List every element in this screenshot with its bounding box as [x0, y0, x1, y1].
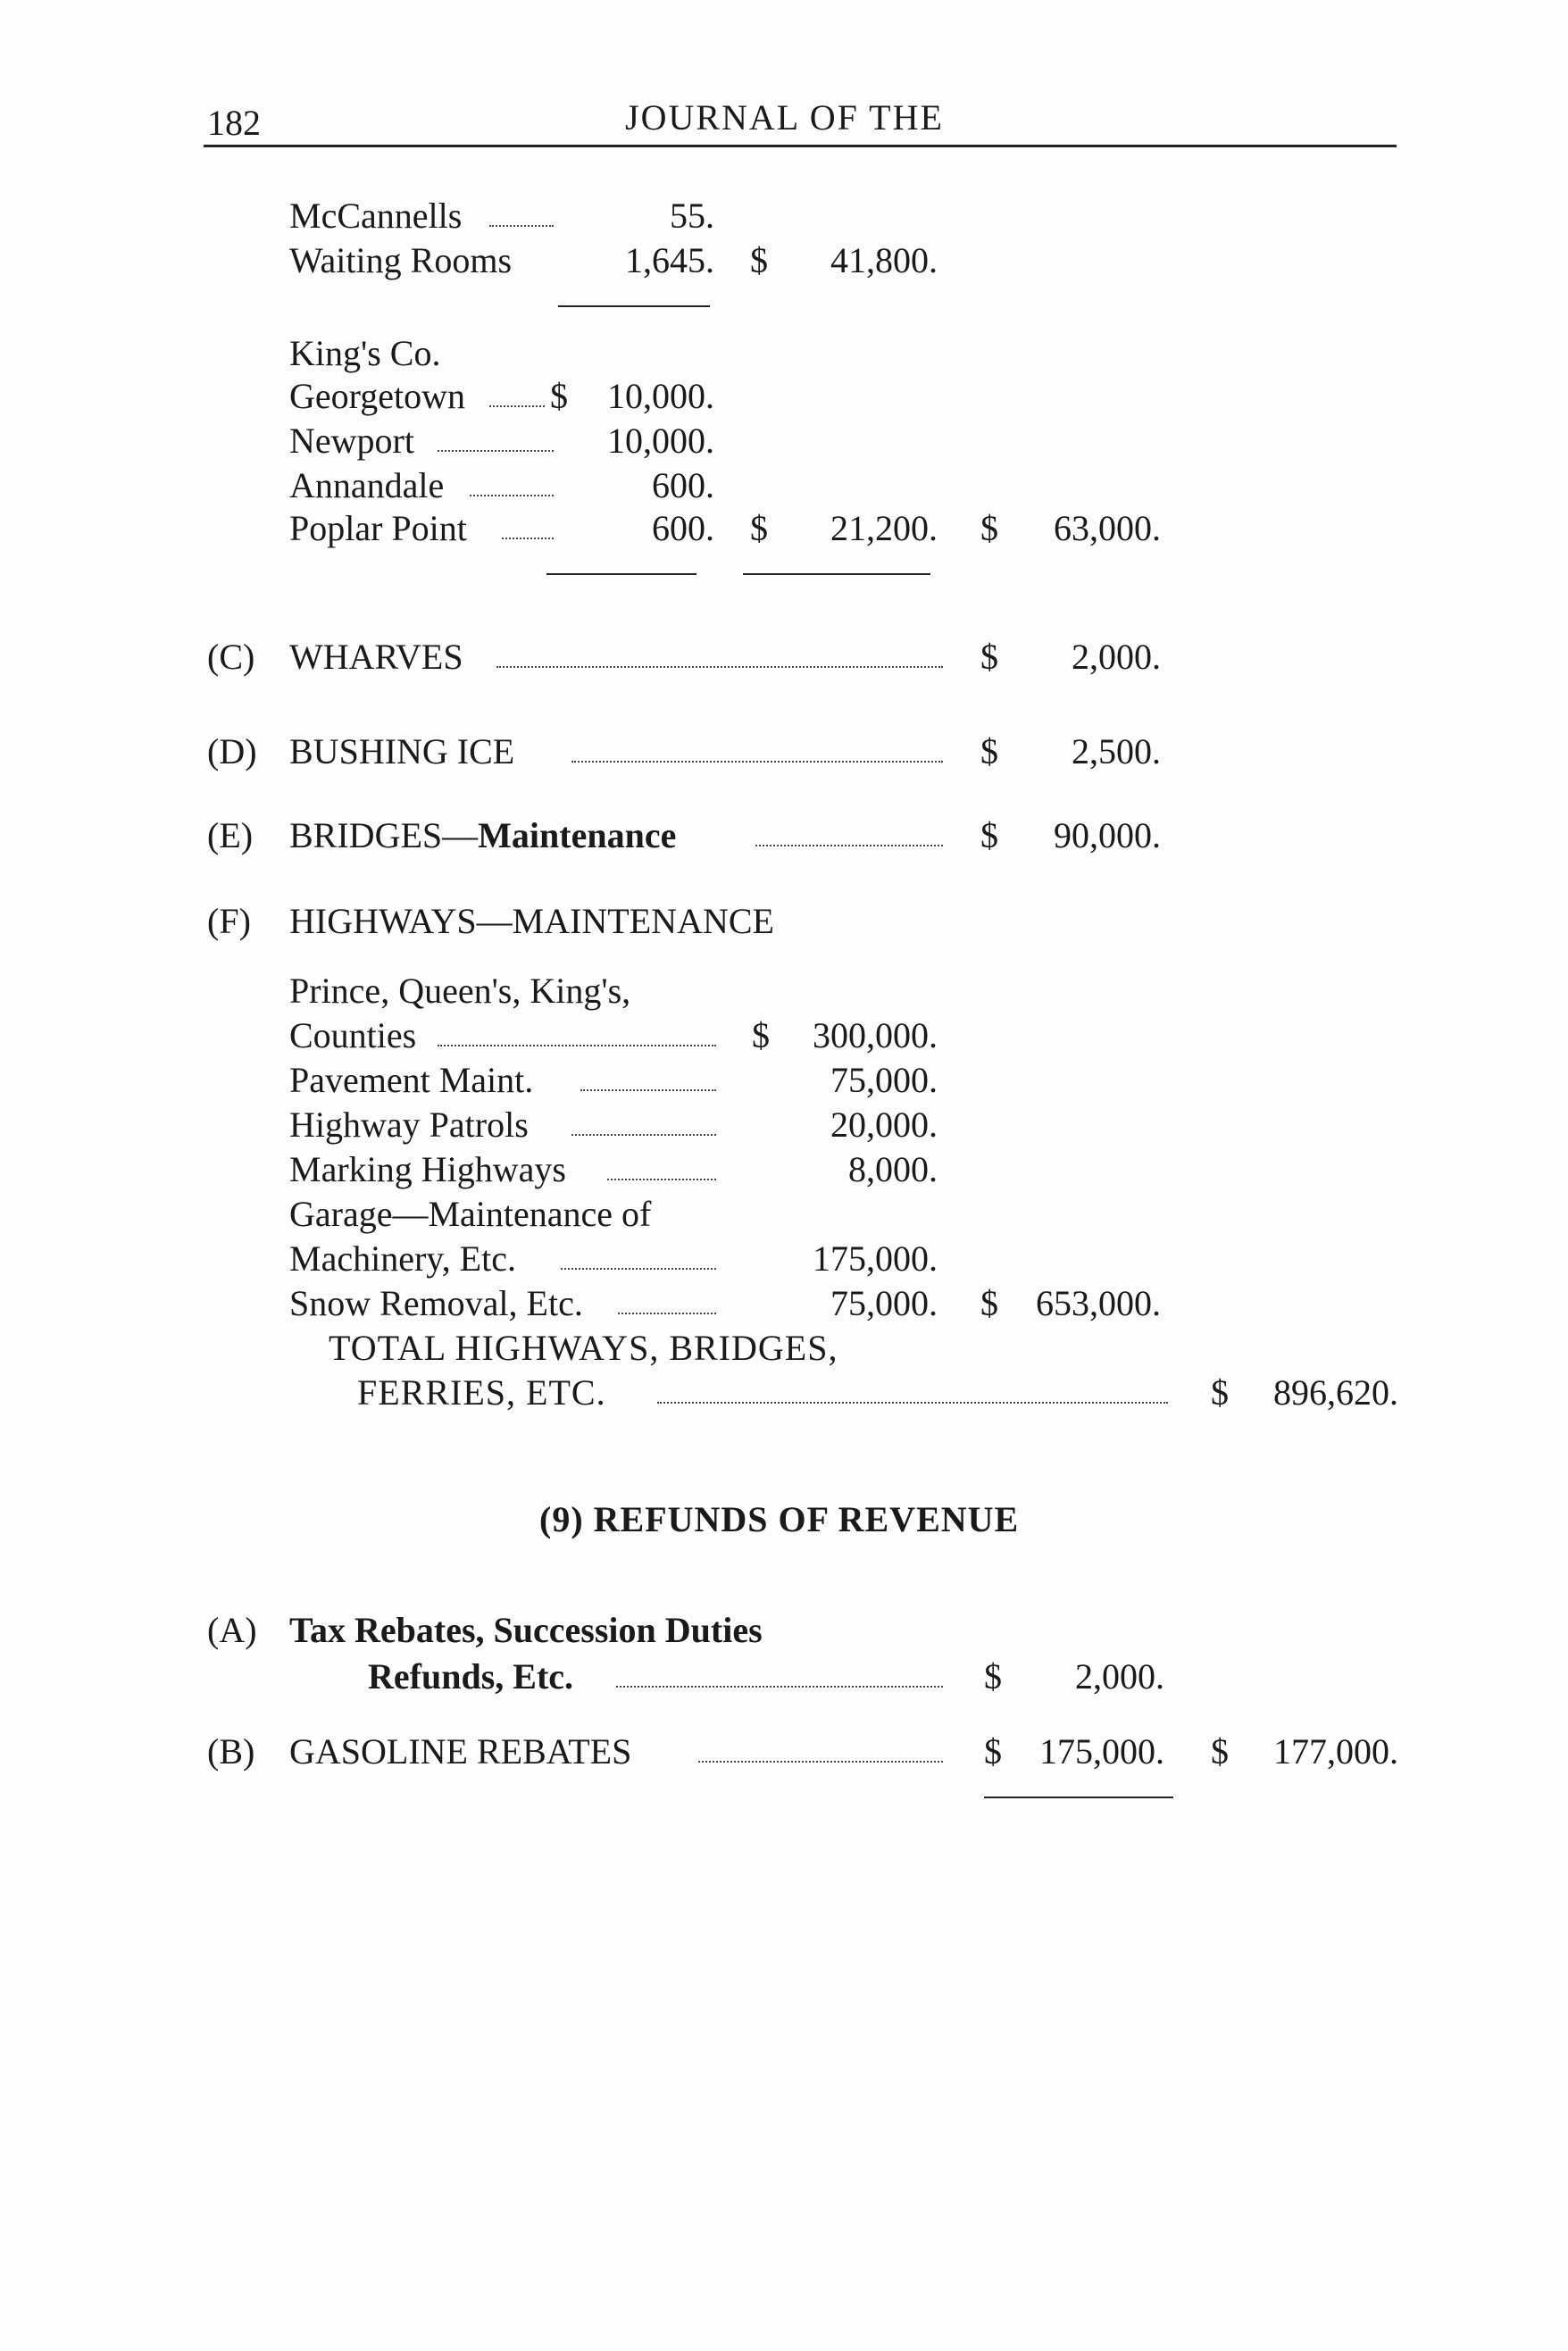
- tax-rebates-line1: Tax Rebates, Succession Duties: [289, 1610, 763, 1650]
- section-b-letter: (B): [207, 1731, 255, 1772]
- page-number: 182: [207, 103, 261, 143]
- grand-total-amount: 896,620.: [1273, 1372, 1398, 1413]
- leader-dots: [618, 1313, 716, 1314]
- georgetown-amount: 10,000.: [607, 376, 714, 416]
- dollar-sign: $: [750, 240, 768, 280]
- highways-label: HIGHWAYS—MAINTENANCE: [289, 901, 774, 941]
- newport-label: Newport: [289, 421, 414, 461]
- mccannells-amount: 55.: [670, 196, 714, 236]
- snow-amount: 75,000.: [830, 1283, 938, 1323]
- bridges-label: [289, 815, 677, 855]
- leader-dots: [496, 666, 943, 668]
- newport-amount: 10,000.: [607, 421, 714, 461]
- bridges-amount: 90,000.: [1054, 815, 1161, 855]
- leader-dots: [502, 538, 554, 539]
- annandale-amount: 600.: [652, 465, 714, 505]
- dollar-sign: $: [550, 376, 568, 416]
- dollar-sign: $: [980, 1283, 998, 1323]
- kings-co-heading: King's Co.: [289, 333, 441, 373]
- leader-dots: [438, 450, 554, 452]
- refunds-heading: (9) REFUNDS OF REVENUE: [539, 1499, 1020, 1539]
- section-a-letter: (A): [207, 1610, 257, 1650]
- poplar-point-label: Poplar Point: [289, 508, 467, 548]
- tax-rebates-line2: Refunds, Etc.: [368, 1656, 574, 1697]
- garage-amount: 175,000.: [813, 1238, 938, 1279]
- garage-line1: Garage—Maintenance of: [289, 1194, 652, 1234]
- patrols-label: Highway Patrols: [289, 1105, 529, 1145]
- waiting-rooms-amount: 1,645.: [625, 240, 714, 280]
- marking-amount: 8,000.: [848, 1149, 938, 1189]
- kings-co-total: 63,000.: [1054, 508, 1161, 548]
- waiting-rooms-label: Waiting Rooms: [289, 240, 513, 280]
- mccannells-label: McCannells: [289, 196, 463, 236]
- counties-line1: Prince, Queen's, King's,: [289, 971, 631, 1011]
- gasoline-rebates-label: GASOLINE REBATES: [289, 1731, 632, 1772]
- dollar-sign: $: [1211, 1372, 1229, 1413]
- leader-dots: [755, 845, 943, 846]
- pavement-label: Pavement Maint.: [289, 1060, 534, 1100]
- leader-dots: [571, 761, 943, 763]
- dollar-sign: $: [984, 1731, 1002, 1772]
- leader-dots: [489, 225, 554, 227]
- gasoline-rebates-amount: 175,000.: [1039, 1731, 1164, 1772]
- sum-rule: [984, 1797, 1173, 1798]
- sum-rule: [743, 573, 930, 575]
- section-f-letter: (F): [207, 901, 251, 941]
- leader-dots: [607, 1179, 716, 1180]
- marking-label: Marking Highways: [289, 1149, 566, 1189]
- garage-line2: Machinery, Etc.: [289, 1238, 516, 1279]
- pavement-amount: 75,000.: [830, 1060, 938, 1100]
- refunds-total: 177,000.: [1273, 1731, 1398, 1772]
- dollar-sign: $: [980, 731, 998, 771]
- counties-amount: 300,000.: [813, 1015, 938, 1055]
- dollar-sign: $: [980, 637, 998, 677]
- leader-dots: [470, 495, 554, 496]
- dollar-sign: $: [752, 1015, 770, 1055]
- highways-subtotal: 653,000.: [1036, 1283, 1161, 1323]
- sum-rule: [546, 573, 696, 575]
- sum-rule: [558, 305, 710, 307]
- kings-co-subtotal: 21,200.: [830, 508, 938, 548]
- dollar-sign: $: [980, 815, 998, 855]
- bushing-ice-label: BUSHING ICE: [289, 731, 515, 771]
- bridges-label-plain: BRIDGES—: [289, 815, 479, 855]
- leader-dots: [657, 1402, 1168, 1404]
- annandale-label: Annandale: [289, 465, 445, 505]
- waiting-rooms-subtotal: 41,800.: [830, 240, 938, 280]
- tax-rebates-amount: 2,000.: [1075, 1656, 1164, 1697]
- counties-line2: Counties: [289, 1015, 417, 1055]
- leader-dots: [571, 1134, 716, 1136]
- leader-dots: [580, 1089, 716, 1091]
- total-line1: TOTAL HIGHWAYS, BRIDGES,: [329, 1328, 838, 1368]
- dollar-sign: $: [750, 508, 768, 548]
- wharves-amount: 2,000.: [1072, 637, 1161, 677]
- section-e-letter: (E): [207, 815, 254, 855]
- leader-dots: [489, 405, 545, 407]
- running-title: JOURNAL OF THE: [625, 97, 944, 138]
- section-d-letter: (D): [207, 731, 257, 771]
- dollar-sign: $: [1211, 1731, 1229, 1772]
- snow-label: Snow Removal, Etc.: [289, 1283, 583, 1323]
- dollar-sign: $: [984, 1656, 1002, 1697]
- leader-dots: [561, 1268, 716, 1270]
- wharves-label: WHARVES: [289, 637, 463, 677]
- dollar-sign: $: [980, 508, 998, 548]
- section-c-letter: (C): [207, 637, 255, 677]
- bridges-label-bold: Maintenance: [478, 815, 677, 855]
- header-rule: [204, 145, 1397, 147]
- total-line2: FERRIES, ETC.: [357, 1372, 606, 1413]
- leader-dots: [616, 1686, 943, 1688]
- bushing-ice-amount: 2,500.: [1072, 731, 1161, 771]
- poplar-point-amount: 600.: [652, 508, 714, 548]
- leader-dots: [438, 1045, 716, 1046]
- patrols-amount: 20,000.: [830, 1105, 938, 1145]
- georgetown-label: Georgetown: [289, 376, 465, 416]
- leader-dots: [698, 1761, 943, 1763]
